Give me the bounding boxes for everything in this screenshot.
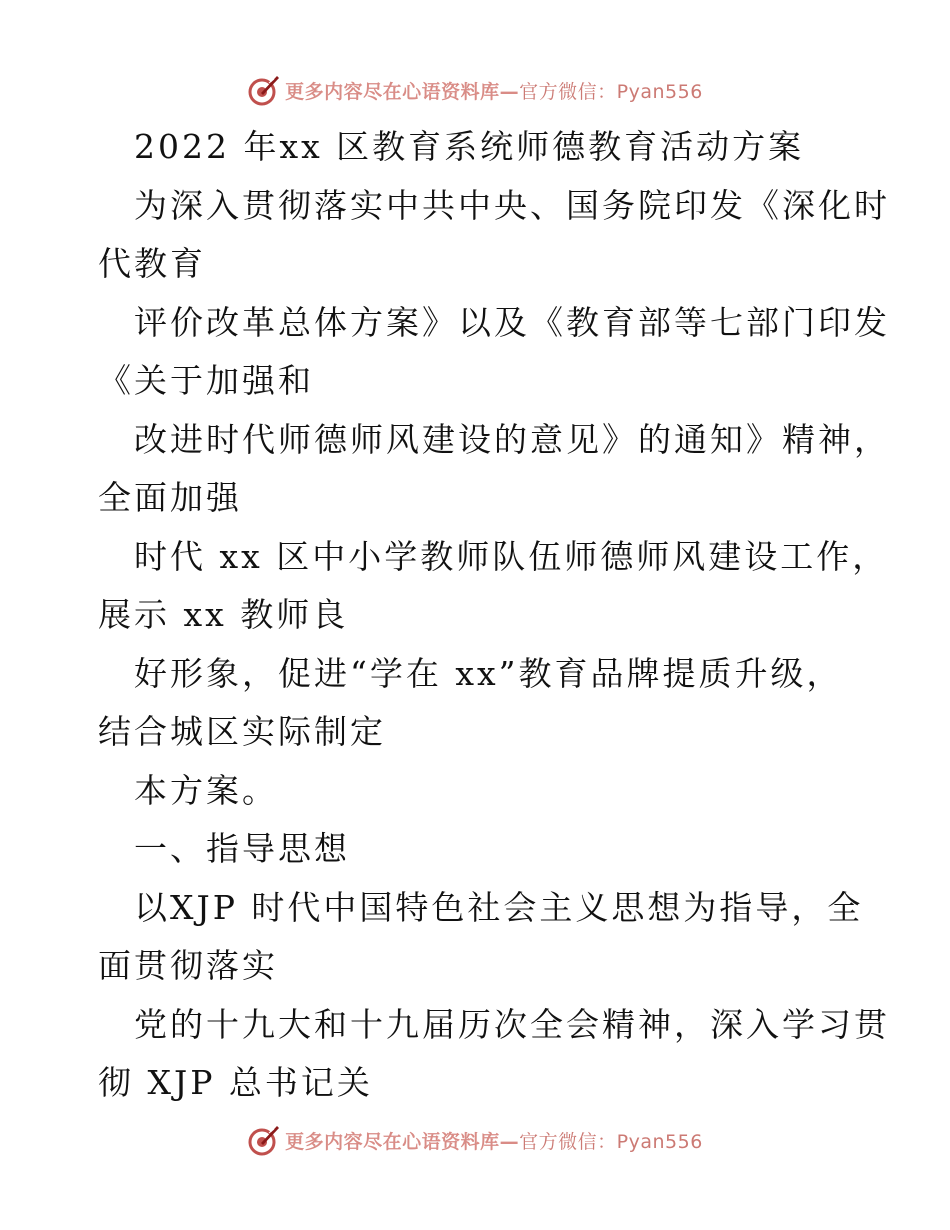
header-watermark-banner (0, 68, 950, 112)
section-heading: 一、指导思想 (134, 829, 350, 868)
paragraph-line: 本方案。 (134, 770, 278, 810)
paragraph-line: 改进时代师德师风建设的意见》的通知》精神， (134, 419, 890, 459)
header-watermark-inner (247, 73, 703, 107)
paragraph-line: 展示 xx 教师良 (98, 595, 349, 634)
paragraph-line: 时代 xx 区中小学教师队伍师德师风建设工作， (134, 536, 889, 576)
paragraph-line: 全面加强 (98, 478, 242, 517)
watermark-text: 更多内容尽在心语资料库—官方微信：Pyan556 (285, 80, 703, 103)
watermark-text: 更多内容尽在心语资料库—官方微信：Pyan556 (285, 1130, 703, 1153)
paragraph-line: 面贯彻落实 (98, 946, 278, 985)
paragraph-line: 代教育 (98, 244, 206, 283)
footer-watermark-inner (247, 1123, 703, 1157)
paragraph-line: 党的十九大和十九届历次全会精神，深入学习贯 (134, 1004, 890, 1044)
document-title: 2022 年xx 区教育系统师德教育活动方案 (134, 127, 805, 166)
quill-pen-logo-icon (247, 73, 281, 107)
paragraph-line: 评价改革总体方案》以及《教育部等七部门印发 (134, 302, 890, 342)
paragraph-line: 《关于加强和 (98, 361, 314, 400)
paragraph-line: 以XJP 时代中国特色社会主义思想为指导，全 (134, 887, 864, 927)
footer-watermark-banner (0, 1118, 950, 1162)
quill-pen-logo-icon (247, 1123, 281, 1157)
document-body (98, 118, 890, 1113)
paragraph-line: 结合城区实际制定 (98, 712, 386, 751)
paragraph-line: 为深入贯彻落实中共中央、国务院印发《深化时 (134, 185, 890, 225)
paragraph-line: 好形象，促进“学在 xx”教育品牌提质升级， (134, 653, 843, 693)
paragraph-line: 彻 XJP 总书记关 (98, 1063, 373, 1102)
